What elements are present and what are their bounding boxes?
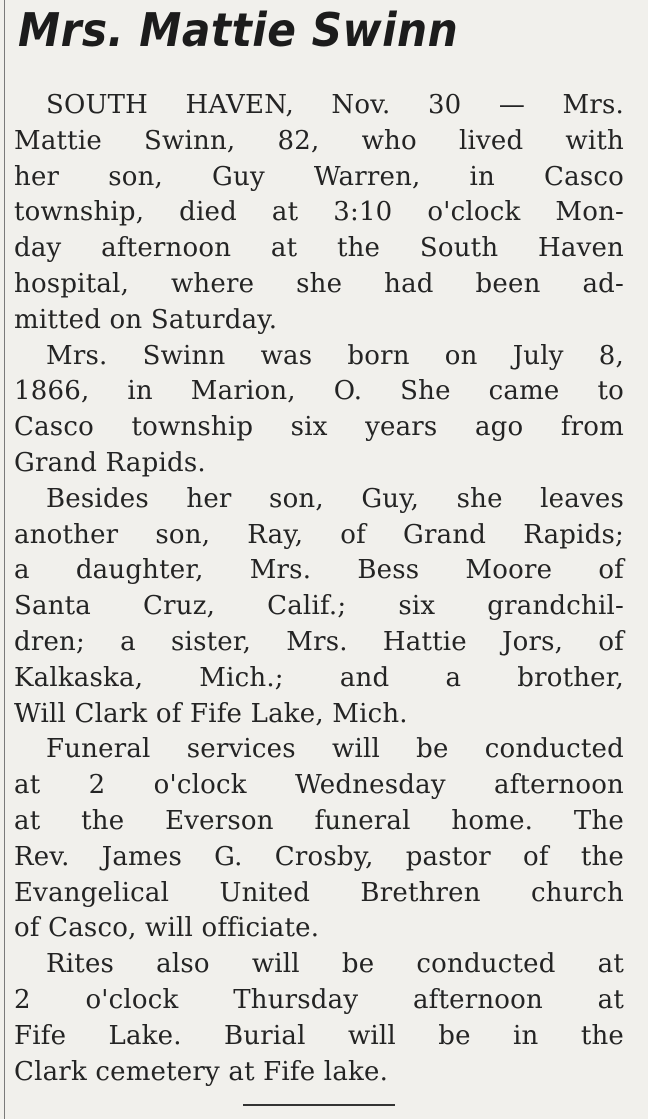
- text-line: of Casco, will officiate.: [14, 913, 320, 944]
- text-line: Funeral services will be conducted: [46, 734, 624, 765]
- text-line: Santa Cruz, Calif.; six grandchil-: [14, 591, 624, 622]
- article-body: [14, 88, 624, 1090]
- end-rule: [243, 1104, 395, 1106]
- paragraph-1: [14, 88, 624, 339]
- text-line: Fife Lake. Burial will be in the: [14, 1020, 624, 1051]
- text-line: township, died at 3:10 o'clock Mon-: [14, 197, 624, 228]
- text-line: Clark cemetery at Fife lake.: [14, 1056, 389, 1087]
- text-line: Rev. James G. Crosby, pastor of the: [14, 841, 624, 872]
- text-line: Will Clark of Fife Lake, Mich.: [14, 698, 408, 729]
- text-line: Casco township six years ago from: [14, 412, 624, 443]
- text-line: dren; a sister, Mrs. Hattie Jors, of: [14, 626, 624, 657]
- paragraph-2: [14, 339, 624, 482]
- text-line: SOUTH HAVEN, Nov. 30 — Mrs.: [46, 90, 624, 120]
- column-rule: [4, 0, 5, 1119]
- headline: Mrs. Mattie Swinn: [18, 3, 459, 57]
- paragraph-5: [14, 947, 624, 1090]
- paragraph-4: [14, 732, 624, 947]
- text-line: Mrs. Swinn was born on July 8,: [46, 340, 624, 371]
- text-line: another son, Ray, of Grand Rapids;: [14, 519, 624, 550]
- text-line: her son, Guy Warren, in Casco: [14, 161, 624, 192]
- text-line: day afternoon at the South Haven: [14, 233, 624, 264]
- text-line: at the Everson funeral home. The: [14, 805, 624, 836]
- text-line: mitted on Saturday.: [14, 304, 278, 335]
- text-line: 1866, in Marion, O. She came to: [14, 376, 624, 407]
- text-line: a daughter, Mrs. Bess Moore of: [14, 555, 624, 586]
- text-line: hospital, where she had been ad-: [14, 268, 624, 299]
- text-line: Kalkaska, Mich.; and a brother,: [14, 662, 624, 693]
- text-line: 2 o'clock Thursday afternoon at: [14, 984, 624, 1015]
- text-line: Grand Rapids.: [14, 447, 206, 478]
- text-line: Besides her son, Guy, she leaves: [46, 483, 624, 514]
- text-line: at 2 o'clock Wednesday afternoon: [14, 770, 624, 801]
- text-line: Evangelical United Brethren church: [14, 877, 624, 908]
- text-line: Rites also will be conducted at: [46, 949, 624, 980]
- text-line: Mattie Swinn, 82, who lived with: [14, 125, 624, 156]
- paragraph-3: [14, 482, 624, 733]
